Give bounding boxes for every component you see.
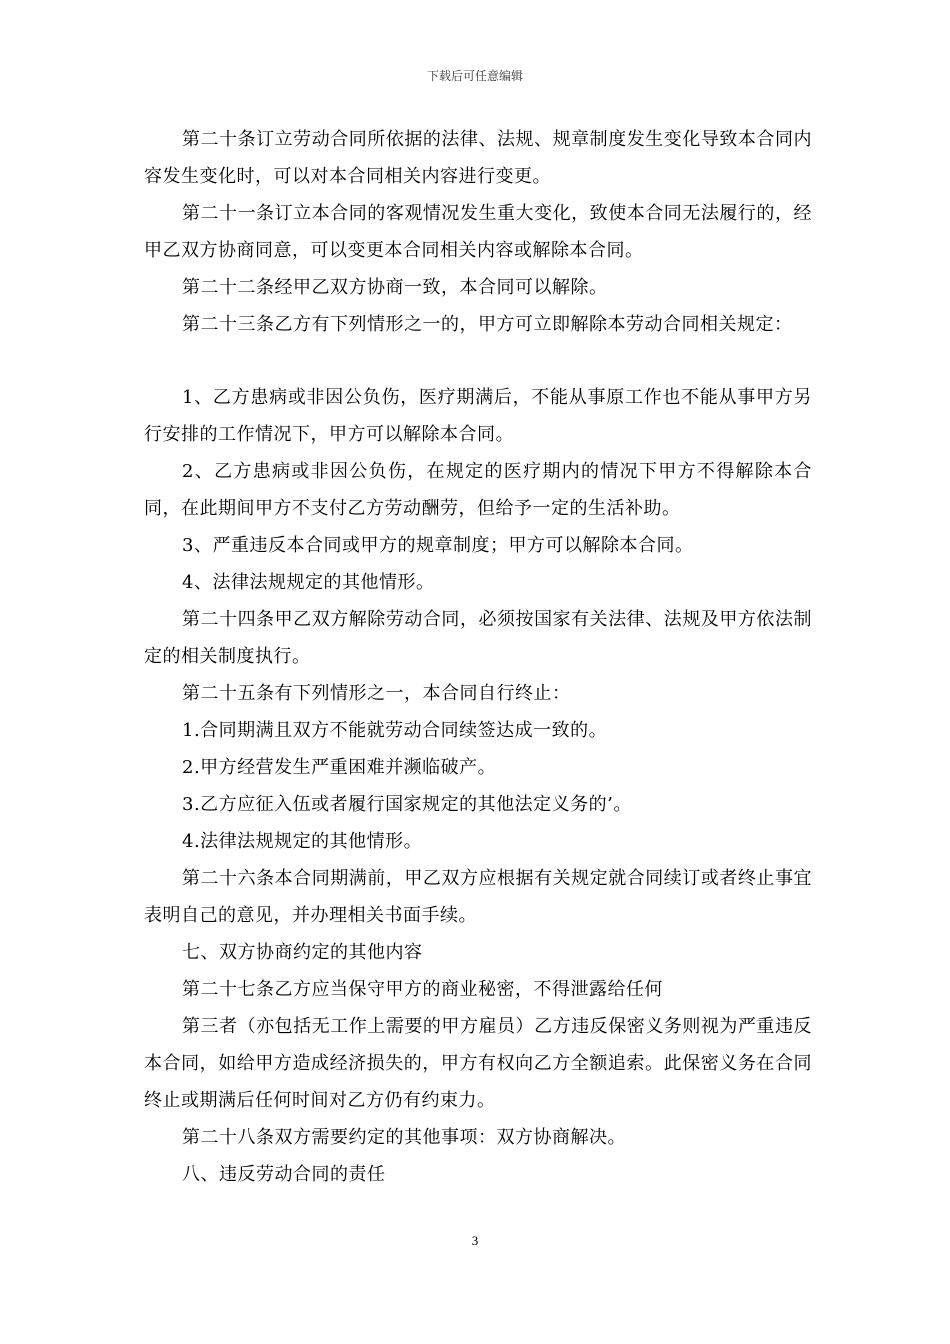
article-23-paragraph: 第二十三条乙方有下列情形之一的，甲方可立即解除本劳动合同相关规定：: [182, 314, 793, 335]
article-25-item-4: 4.法律法规规定的其他情形。: [182, 831, 423, 852]
article-24-paragraph: 第二十四条甲乙双方解除劳动合同，必须按国家有关法律、法规及甲方依法制定的相关制度执行。: [144, 609, 812, 667]
article-25-item-3: 3.乙方应征入伍或者履行国家规定的其他法定义务的’。: [182, 794, 632, 815]
article-22-paragraph: 第二十二条经甲乙双方协商一致，本合同可以解除。: [182, 277, 608, 298]
section-8-heading: 八、违反劳动合同的责任: [182, 1164, 386, 1185]
article-26-paragraph: 第二十六条本合同期满前，甲乙双方应根据有关规定就合同续订或者终止事宜表明自己的意见，并办理相关书面手续。: [144, 868, 812, 926]
document-body: [144, 121, 812, 1193]
article-25-item-1: 1.合同期满且双方不能就劳动合同续签达成一致的。: [182, 720, 608, 741]
article-23-item-2: 2、乙方患病或非因公负伤，在规定的医疗期内的情况下甲方不得解除本合同，在此期间甲方不支付乙方劳动酬劳，但给予一定的生活补助。: [144, 461, 812, 519]
page-number: 3: [471, 1233, 479, 1248]
article-21-paragraph: 第二十一条订立本合同的客观情况发生重大变化，致使本合同无法履行的，经甲乙双方协商同意，可以变更本合同相关内容或解除本合同。: [144, 203, 812, 261]
article-23-item-3: 3、严重违反本合同或甲方的规章制度；甲方可以解除本合同。: [182, 535, 694, 556]
article-23-item-4: 4、法律法规规定的其他情形。: [182, 572, 435, 593]
article-20-paragraph: 第二十条订立劳动合同所依据的法律、法规、规章制度发生变化导致本合同内容发生变化时，可以对本合同相关内容进行变更。: [144, 129, 812, 187]
article-27-paragraph: 第二十七条乙方应当保守甲方的商业秘密，不得泄露给任何: [182, 979, 663, 1000]
article-28-paragraph: 第二十八条双方需要约定的其他事项：双方协商解决。: [182, 1127, 626, 1148]
article-23-item-1: 1、乙方患病或非因公负伤，医疗期满后，不能从事原工作也不能从事甲方另行安排的工作情况下，甲方可以解除本合同。: [144, 387, 812, 445]
article-27-continuation: 第三者（亦包括无工作上需要的甲方雇员）乙方违反保密义务则视为严重违反本合同，如给甲方造成经济损失的，甲方有权向乙方全额追索。此保密义务在合同终止或期满后任何时间对乙方仍有约束力。: [144, 1016, 812, 1111]
article-25-paragraph: 第二十五条有下列情形之一，本合同自行终止：: [182, 683, 571, 704]
header-note: 下载后可任意编辑: [426, 69, 523, 83]
article-25-item-2: 2.甲方经营发生严重困难并濒临破产。: [182, 757, 497, 778]
section-7-heading: 七、双方协商约定的其他内容: [182, 942, 423, 963]
